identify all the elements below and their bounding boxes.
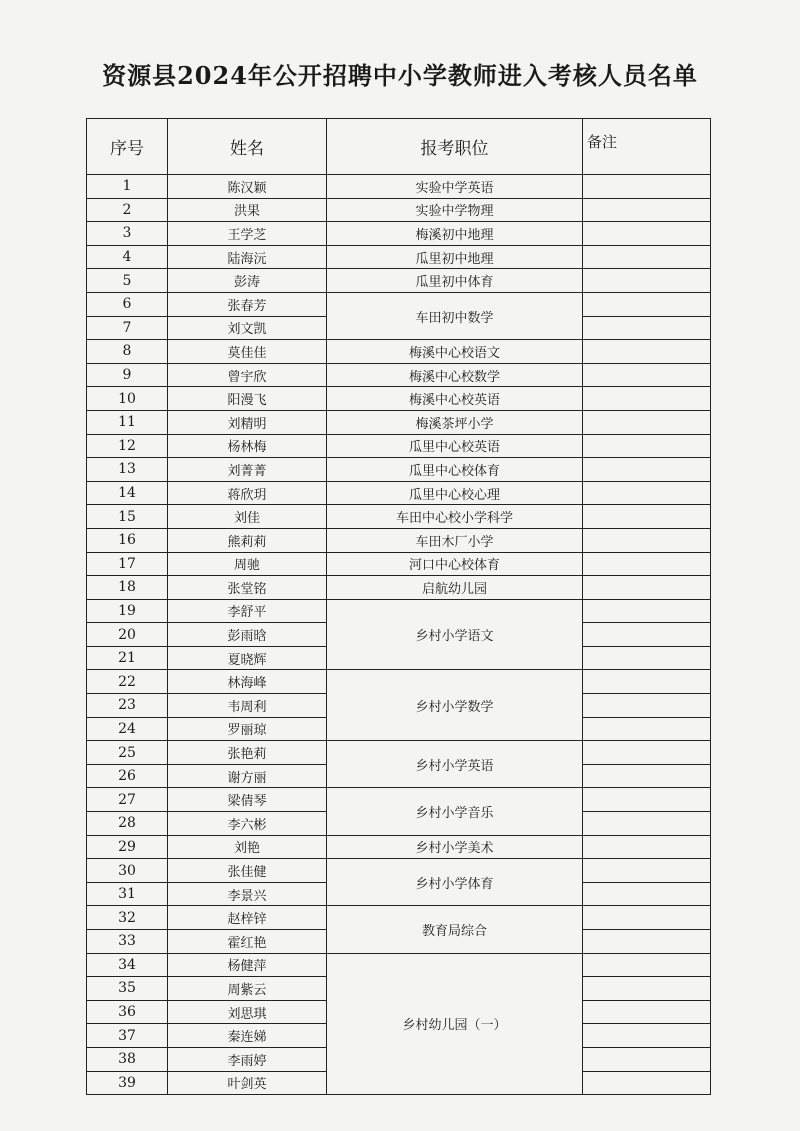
candidate-name: 夏晓辉 — [168, 646, 327, 670]
note-cell — [583, 882, 711, 906]
candidate-name: 阳漫飞 — [168, 387, 327, 411]
row-number: 3 — [87, 222, 168, 246]
note-cell — [583, 528, 711, 552]
row-number: 35 — [87, 977, 168, 1001]
table-row — [87, 198, 711, 222]
position-cell: 梅溪初中地理 — [327, 222, 583, 246]
position-cell: 河口中心校体育 — [327, 552, 583, 576]
note-cell — [583, 788, 711, 812]
position-cell: 车田中心校小学科学 — [327, 505, 583, 529]
position-cell: 实验中学物理 — [327, 198, 583, 222]
header-note: 备注 — [583, 119, 711, 175]
note-cell — [583, 646, 711, 670]
table-row — [87, 576, 711, 600]
note-cell — [583, 1000, 711, 1024]
table-body — [87, 175, 711, 1095]
note-cell — [583, 694, 711, 718]
note-cell — [583, 576, 711, 600]
row-number: 8 — [87, 340, 168, 364]
note-cell — [583, 175, 711, 199]
candidate-name: 刘菁菁 — [168, 458, 327, 482]
row-number: 27 — [87, 788, 168, 812]
position-cell: 乡村小学音乐 — [327, 788, 583, 835]
table-row — [87, 481, 711, 505]
position-cell: 教育局综合 — [327, 906, 583, 953]
note-cell — [583, 316, 711, 340]
candidate-name: 张艳莉 — [168, 741, 327, 765]
note-cell — [583, 906, 711, 930]
row-number: 1 — [87, 175, 168, 199]
table-row — [87, 953, 711, 977]
table-row — [87, 458, 711, 482]
position-cell: 瓜里中心校心理 — [327, 481, 583, 505]
note-cell — [583, 245, 711, 269]
candidate-name: 秦连娣 — [168, 1024, 327, 1048]
row-number: 21 — [87, 646, 168, 670]
note-cell — [583, 505, 711, 529]
row-number: 33 — [87, 930, 168, 954]
candidate-name: 周紫云 — [168, 977, 327, 1001]
row-number: 22 — [87, 670, 168, 694]
candidate-name: 林海峰 — [168, 670, 327, 694]
table-row — [87, 434, 711, 458]
row-number: 16 — [87, 528, 168, 552]
table-row — [87, 788, 711, 812]
row-number: 25 — [87, 741, 168, 765]
candidate-name: 彭涛 — [168, 269, 327, 293]
position-cell: 瓜里初中体育 — [327, 269, 583, 293]
note-cell — [583, 410, 711, 434]
note-cell — [583, 1047, 711, 1071]
candidate-name: 张堂铭 — [168, 576, 327, 600]
table-row — [87, 292, 711, 316]
note-cell — [583, 670, 711, 694]
row-number: 39 — [87, 1071, 168, 1095]
candidate-name: 赵梓锌 — [168, 906, 327, 930]
note-cell — [583, 977, 711, 1001]
row-number: 28 — [87, 812, 168, 836]
note-cell — [583, 1071, 711, 1095]
note-cell — [583, 599, 711, 623]
candidate-name: 莫佳佳 — [168, 340, 327, 364]
candidate-name: 李舒平 — [168, 599, 327, 623]
note-cell — [583, 434, 711, 458]
note-cell — [583, 222, 711, 246]
table-row — [87, 528, 711, 552]
position-cell: 乡村小学数学 — [327, 670, 583, 741]
table-row — [87, 670, 711, 694]
position-cell: 乡村小学英语 — [327, 741, 583, 788]
candidate-name: 周驰 — [168, 552, 327, 576]
row-number: 7 — [87, 316, 168, 340]
note-cell — [583, 340, 711, 364]
note-cell — [583, 835, 711, 859]
row-number: 19 — [87, 599, 168, 623]
candidate-name: 张春芳 — [168, 292, 327, 316]
candidate-name: 熊莉莉 — [168, 528, 327, 552]
row-number: 9 — [87, 363, 168, 387]
candidate-name: 叶剑英 — [168, 1071, 327, 1095]
row-number: 37 — [87, 1024, 168, 1048]
candidate-name: 王学芝 — [168, 222, 327, 246]
position-cell: 乡村小学美术 — [327, 835, 583, 859]
row-number: 36 — [87, 1000, 168, 1024]
note-cell — [583, 741, 711, 765]
note-cell — [583, 292, 711, 316]
position-cell: 梅溪中心校英语 — [327, 387, 583, 411]
candidate-name: 罗丽琼 — [168, 717, 327, 741]
table-row — [87, 835, 711, 859]
row-number: 26 — [87, 764, 168, 788]
candidate-name: 刘精明 — [168, 410, 327, 434]
row-number: 17 — [87, 552, 168, 576]
table-row — [87, 269, 711, 293]
note-cell — [583, 812, 711, 836]
candidate-name: 梁倩琴 — [168, 788, 327, 812]
table-row — [87, 387, 711, 411]
row-number: 15 — [87, 505, 168, 529]
candidate-name: 谢方丽 — [168, 764, 327, 788]
position-cell: 启航幼儿园 — [327, 576, 583, 600]
position-cell: 实验中学英语 — [327, 175, 583, 199]
position-cell: 车田木厂小学 — [327, 528, 583, 552]
note-cell — [583, 1024, 711, 1048]
candidate-name: 韦周利 — [168, 694, 327, 718]
candidate-name: 杨林梅 — [168, 434, 327, 458]
row-number: 5 — [87, 269, 168, 293]
position-cell: 乡村小学体育 — [327, 859, 583, 906]
row-number: 4 — [87, 245, 168, 269]
note-cell — [583, 363, 711, 387]
header-name: 姓名 — [168, 119, 327, 175]
position-cell: 乡村小学语文 — [327, 599, 583, 670]
table-header-row — [87, 119, 711, 175]
table-row — [87, 340, 711, 364]
note-cell — [583, 458, 711, 482]
candidate-name: 张佳健 — [168, 859, 327, 883]
candidate-name: 刘佳 — [168, 505, 327, 529]
note-cell — [583, 198, 711, 222]
table-row — [87, 363, 711, 387]
position-cell: 瓜里初中地理 — [327, 245, 583, 269]
note-cell — [583, 387, 711, 411]
table-row — [87, 552, 711, 576]
header-no: 序号 — [87, 119, 168, 175]
row-number: 24 — [87, 717, 168, 741]
candidate-name: 曾宇欣 — [168, 363, 327, 387]
page-title: 资源县2024年公开招聘中小学教师进入考核人员名单 — [102, 61, 698, 90]
position-cell: 梅溪中心校语文 — [327, 340, 583, 364]
row-number: 20 — [87, 623, 168, 647]
position-cell: 梅溪中心校数学 — [327, 363, 583, 387]
table-row — [87, 410, 711, 434]
candidate-name: 刘文凯 — [168, 316, 327, 340]
position-cell: 梅溪茶坪小学 — [327, 410, 583, 434]
row-number: 29 — [87, 835, 168, 859]
header-position: 报考职位 — [327, 119, 583, 175]
row-number: 13 — [87, 458, 168, 482]
table-row — [87, 741, 711, 765]
candidate-name: 陈汉颖 — [168, 175, 327, 199]
table-row — [87, 245, 711, 269]
row-number: 12 — [87, 434, 168, 458]
candidate-name: 杨健萍 — [168, 953, 327, 977]
note-cell — [583, 623, 711, 647]
row-number: 10 — [87, 387, 168, 411]
row-number: 23 — [87, 694, 168, 718]
candidate-name: 彭雨晗 — [168, 623, 327, 647]
position-cell: 瓜里中心校英语 — [327, 434, 583, 458]
position-cell: 车田初中数学 — [327, 292, 583, 339]
row-number: 34 — [87, 953, 168, 977]
table-row — [87, 505, 711, 529]
position-cell: 乡村幼儿园（一） — [327, 953, 583, 1095]
candidate-table — [86, 118, 711, 1095]
candidate-name: 李六彬 — [168, 812, 327, 836]
candidate-name: 刘艳 — [168, 835, 327, 859]
position-cell: 瓜里中心校体育 — [327, 458, 583, 482]
candidate-name: 蒋欣玥 — [168, 481, 327, 505]
table-row — [87, 859, 711, 883]
row-number: 31 — [87, 882, 168, 906]
candidate-name: 陆海沅 — [168, 245, 327, 269]
note-cell — [583, 953, 711, 977]
note-cell — [583, 859, 711, 883]
row-number: 11 — [87, 410, 168, 434]
candidate-name: 刘思琪 — [168, 1000, 327, 1024]
note-cell — [583, 481, 711, 505]
table-row — [87, 222, 711, 246]
note-cell — [583, 764, 711, 788]
note-cell — [583, 269, 711, 293]
note-cell — [583, 552, 711, 576]
candidate-name: 李雨婷 — [168, 1047, 327, 1071]
row-number: 30 — [87, 859, 168, 883]
candidate-name: 洪果 — [168, 198, 327, 222]
note-cell — [583, 930, 711, 954]
row-number: 14 — [87, 481, 168, 505]
row-number: 38 — [87, 1047, 168, 1071]
table-row — [87, 599, 711, 623]
table-row — [87, 906, 711, 930]
row-number: 32 — [87, 906, 168, 930]
row-number: 6 — [87, 292, 168, 316]
candidate-name: 霍红艳 — [168, 930, 327, 954]
row-number: 2 — [87, 198, 168, 222]
note-cell — [583, 717, 711, 741]
table-row — [87, 175, 711, 199]
candidate-name: 李景兴 — [168, 882, 327, 906]
row-number: 18 — [87, 576, 168, 600]
